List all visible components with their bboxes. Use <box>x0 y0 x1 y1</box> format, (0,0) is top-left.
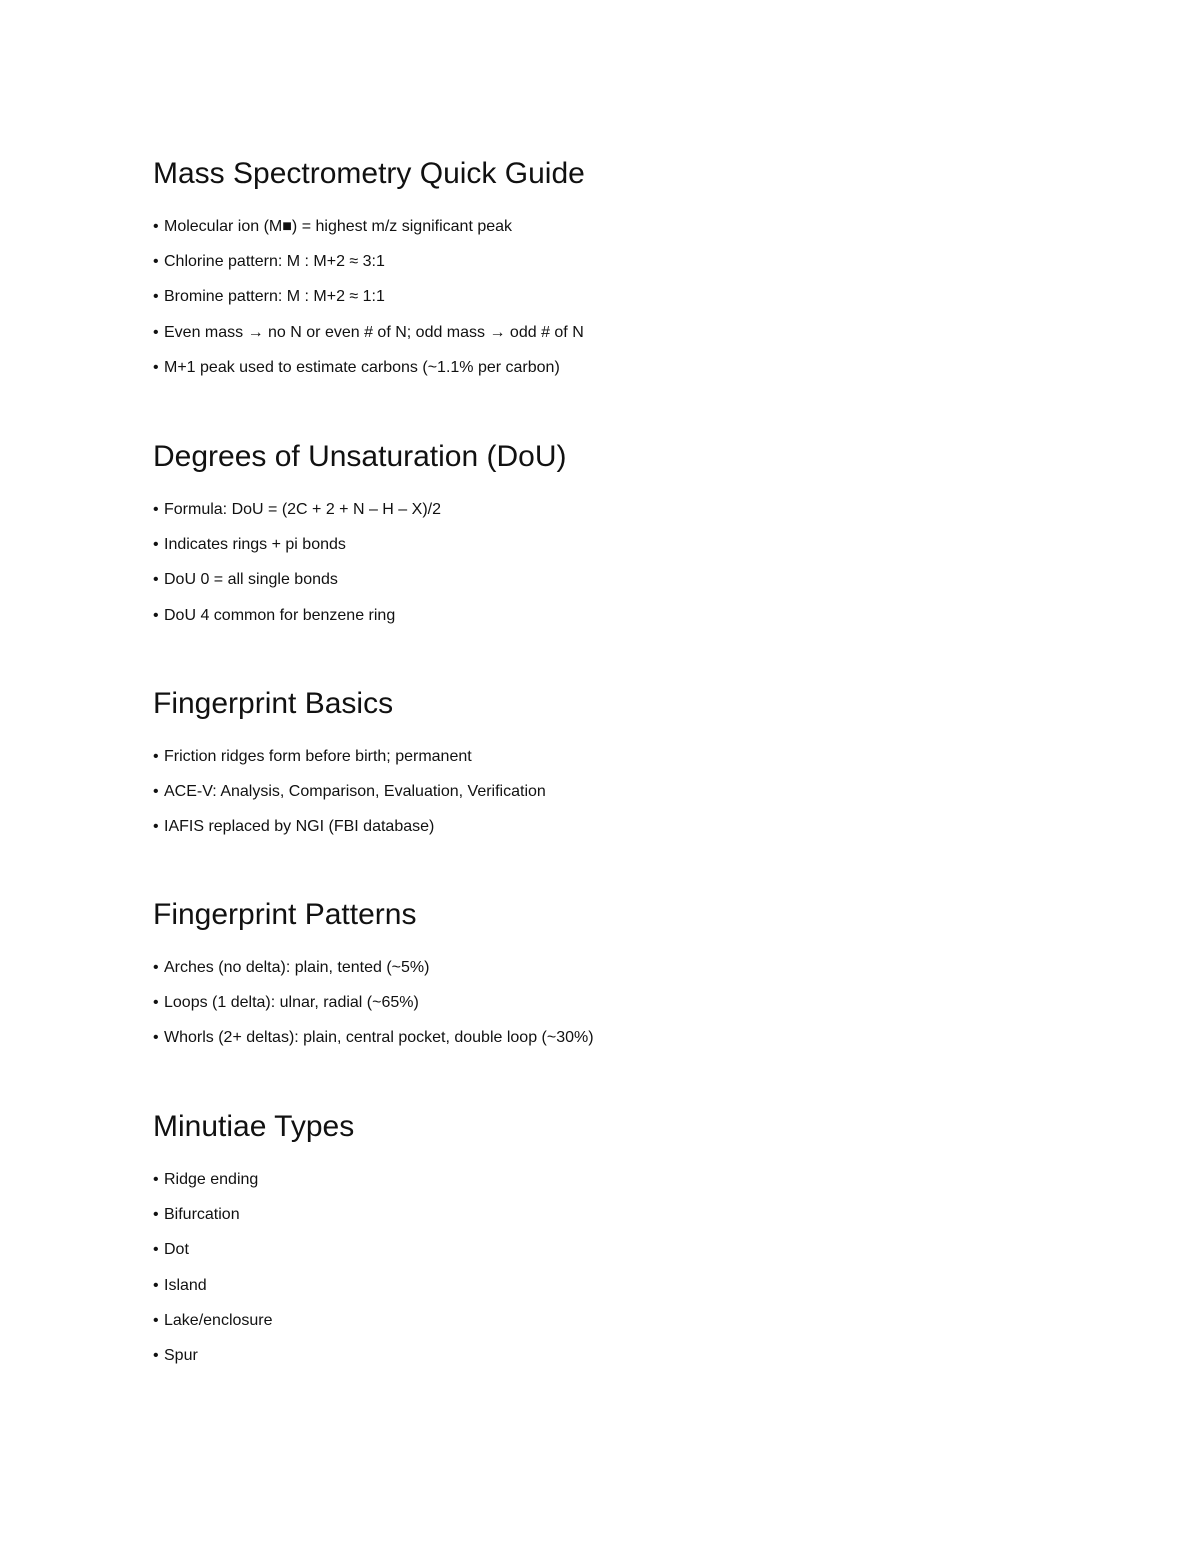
section-fingerprint-basics <box>153 687 1053 845</box>
list-item-text: Formula: DoU = (2C + 2 + N – H – X)/2 <box>164 501 441 518</box>
list-item <box>153 598 1053 633</box>
bullet-glyph: • <box>153 501 159 518</box>
list-item-text: Molecular ion (M■) = highest m/z significant peak <box>164 218 513 235</box>
section-fingerprint-patterns <box>153 898 1053 1056</box>
section-mass-spectrometry <box>153 157 1053 385</box>
section-degrees-of-unsaturation <box>153 440 1053 633</box>
list-item <box>153 950 1053 985</box>
bullet-list <box>153 492 1053 633</box>
bullet-glyph: • <box>153 818 159 836</box>
bullet-glyph: • <box>153 1311 159 1329</box>
list-item-text: Even mass → no N or even # of N; odd mass → odd # of N <box>164 323 584 341</box>
list-item-text: DoU 0 = all single bonds <box>164 571 338 589</box>
bullet-list <box>153 739 1053 845</box>
list-item-text: Lake/enclosure <box>164 1311 273 1329</box>
list-item <box>153 209 1053 244</box>
bullet-glyph: • <box>153 323 159 341</box>
list-item-text: Loops (1 delta): ulnar, radial (~65%) <box>164 994 419 1012</box>
list-item-text: Dot <box>164 1241 189 1259</box>
list-item <box>153 315 1053 350</box>
list-item-text: Spur <box>164 1346 198 1364</box>
list-item-text: Whorls (2+ deltas): plain, central pocket, double loop (~30%) <box>164 1029 594 1047</box>
bullet-glyph: • <box>153 748 159 765</box>
bullet-glyph: • <box>153 571 159 589</box>
bullet-glyph: • <box>153 994 159 1012</box>
bullet-glyph: • <box>153 253 159 271</box>
list-item-text: Island <box>164 1276 207 1294</box>
list-item-text: ACE-V: Analysis, Comparison, Evaluation, Verification <box>164 783 546 801</box>
bullet-glyph: • <box>153 218 159 235</box>
list-item <box>153 1232 1053 1267</box>
list-item <box>153 244 1053 279</box>
list-item-text: IAFIS replaced by NGI (FBI database) <box>164 818 435 836</box>
list-item <box>153 985 1053 1020</box>
list-item <box>153 350 1053 385</box>
bullet-glyph: • <box>153 288 159 306</box>
section-heading: Mass Spectrometry Quick Guide <box>153 157 585 190</box>
section-heading: Fingerprint Basics <box>153 687 394 720</box>
list-item-text: M+1 peak used to estimate carbons (~1.1% per carbon) <box>164 358 560 376</box>
list-item-text: Ridge ending <box>164 1171 259 1188</box>
bullet-glyph: • <box>153 1276 159 1294</box>
list-item <box>153 492 1053 527</box>
list-item-text: Friction ridges form before birth; permanent <box>164 748 472 765</box>
list-item <box>153 809 1053 844</box>
bullet-glyph: • <box>153 1171 159 1188</box>
bullet-glyph: • <box>153 959 159 976</box>
bullet-glyph: • <box>153 1346 159 1364</box>
list-item-text: DoU 4 common for benzene ring <box>164 606 396 624</box>
list-item-text: Arches (no delta): plain, tented (~5%) <box>164 959 430 976</box>
bullet-list <box>153 950 1053 1056</box>
list-item <box>153 1197 1053 1232</box>
list-item <box>153 1020 1053 1055</box>
list-item <box>153 1268 1053 1303</box>
bullet-glyph: • <box>153 1029 159 1047</box>
list-item-text: Bifurcation <box>164 1206 240 1224</box>
list-item <box>153 279 1053 314</box>
section-heading: Minutiae Types <box>153 1110 355 1143</box>
section-heading: Fingerprint Patterns <box>153 898 417 931</box>
bullet-glyph: • <box>153 1241 159 1259</box>
list-item-text: Chlorine pattern: M : M+2 ≈ 3:1 <box>164 253 385 271</box>
list-item <box>153 1303 1053 1338</box>
list-item-text: Indicates rings + pi bonds <box>164 536 346 554</box>
list-item <box>153 739 1053 774</box>
list-item <box>153 774 1053 809</box>
list-item <box>153 562 1053 597</box>
list-item-text: Bromine pattern: M : M+2 ≈ 1:1 <box>164 288 385 306</box>
list-item <box>153 527 1053 562</box>
bullet-glyph: • <box>153 783 159 801</box>
bullet-glyph: • <box>153 358 159 376</box>
bullet-glyph: • <box>153 536 159 554</box>
bullet-list <box>153 1162 1053 1373</box>
section-minutiae-types <box>153 1110 1053 1373</box>
list-item <box>153 1338 1053 1373</box>
bullet-list <box>153 209 1053 385</box>
bullet-glyph: • <box>153 1206 159 1224</box>
bullet-glyph: • <box>153 606 159 624</box>
list-item <box>153 1162 1053 1197</box>
section-heading: Degrees of Unsaturation (DoU) <box>153 440 567 473</box>
